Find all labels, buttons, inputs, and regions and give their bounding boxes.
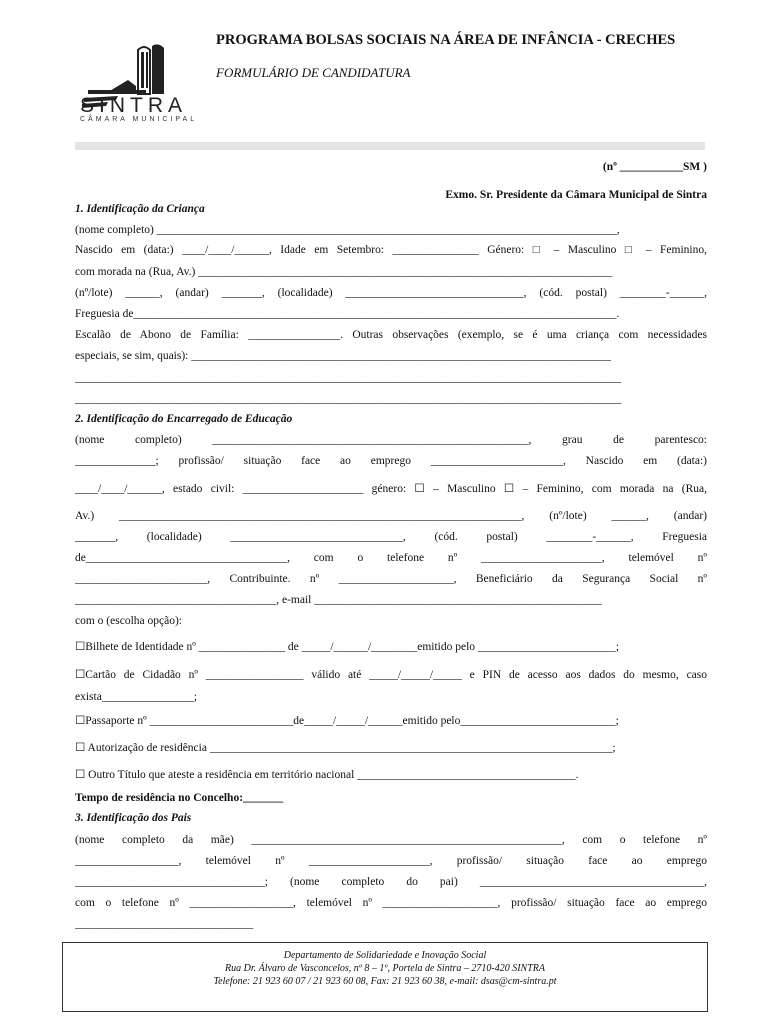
guardian-locality-line[interactable]: _______, (localidade) ______________________________, (cód. postal) ________-______, Freguesia xyxy=(75,531,707,543)
guardian-tax-line[interactable]: _______________________, Contribuinte. nº ____________________, Beneficiário da Segurança Social nº xyxy=(75,573,707,585)
logo-subtitle: CÂMARA MUNICIPAL xyxy=(80,116,198,123)
footer-address: Rua Dr. Álvaro de Vasconcelos, nº 8 – 1º, Portela de Sintra – 2710-420 SINTRA xyxy=(225,963,545,974)
passport-option[interactable]: ☐Passaporte nº _________________________de_____/_____/______emitido pelo___________________________; xyxy=(75,715,619,727)
father-profession-line[interactable]: _______________________________ xyxy=(75,918,254,930)
section-2-heading: 2. Identificação do Encarregado de Educação xyxy=(75,413,293,425)
footer-department: Departamento de Solidariedade e Inovação Social xyxy=(283,950,487,961)
father-name-line[interactable]: _________________________________; (nome completo do pai) _______________________________________, xyxy=(75,876,707,888)
guardian-phone-line[interactable]: de___________________________________, com o telefone nº _____________________, telemóvel nº xyxy=(75,552,707,564)
residence-time-line[interactable]: Tempo de residência no Concelho:_______ xyxy=(75,792,284,804)
child-notes-line[interactable]: _______________________________________________________________________________________________ xyxy=(75,372,622,384)
addressee: Exmo. Sr. Presidente da Câmara Municipal de Sintra xyxy=(445,189,707,201)
mother-name-line[interactable]: (nome completo da mãe) ______________________________________________________, com o telefone nº xyxy=(75,834,707,846)
citizen-card-option[interactable]: ☐Cartão de Cidadão nº _________________ válido até _____/_____/_____ e PIN de acesso aos dados do mesmo, caso xyxy=(75,669,707,681)
logo-word: SINTRA xyxy=(80,94,188,117)
guardian-name-line[interactable]: (nome completo) _______________________________________________________, grau de parentesco: xyxy=(75,434,707,446)
child-lot-line[interactable]: (nº/lote) ______, (andar) _______, (localidade) _______________________________, (cód. postal) ________-______, xyxy=(75,287,707,299)
child-benefit-line[interactable]: Escalão de Abono de Família: ________________. Outras observações (exemplo, se é uma criança com necessidades xyxy=(75,329,707,341)
document-choice-label: com o (escolha opção): xyxy=(75,615,182,627)
id-card-option[interactable]: ☐Bilhete de Identidade nº _______________ de _____/______/________emitido pelo ________________________; xyxy=(75,641,620,653)
child-parish-line[interactable]: Freguesia de____________________________________________________________________________________. xyxy=(75,308,620,320)
guardian-email-line[interactable]: ___________________________________, e-mail __________________________________________________ xyxy=(75,594,602,606)
child-notes-line[interactable]: _______________________________________________________________________________________________ xyxy=(75,393,622,405)
footer-box xyxy=(62,942,708,1012)
mother-mobile-line[interactable]: __________________, telemóvel nº _____________________, profissão/ situação face ao emprego xyxy=(75,855,707,867)
document-title: PROGRAMA BOLSAS SOCIAIS NA ÁREA DE INFÂNCIA - CRECHES xyxy=(216,32,676,48)
section-1-heading: 1. Identificação da Criança xyxy=(75,203,205,215)
father-phone-line[interactable]: com o telefone nº __________________, telemóvel nº ____________________, profissão/ situação face ao emprego xyxy=(75,897,707,909)
other-title-option[interactable]: ☐ Outro Título que ateste a residência em território nacional ______________________________________. xyxy=(75,769,579,781)
header-divider xyxy=(75,142,705,150)
child-special-needs-line[interactable]: especiais, se sim, quais): _________________________________________________________________________ xyxy=(75,350,612,362)
document-subtitle: FORMULÁRIO DE CANDIDATURA xyxy=(216,65,411,80)
child-birth-line[interactable]: Nascido em (data:) ____/____/______, Idade em Setembro: _______________ Género: □ – Masculino □ – Feminino, xyxy=(75,244,707,256)
residence-permit-option[interactable]: ☐ Autorização de residência ______________________________________________________________________; xyxy=(75,742,616,754)
footer-contacts: Telefone: 21 923 60 07 / 21 923 60 08, Fax: 21 923 60 38, e-mail: dsas@cm-sintra.pt xyxy=(213,976,557,987)
section-3-heading: 3. Identificação dos Pais xyxy=(75,812,192,824)
guardian-profession-line[interactable]: ______________; profissão/ situação face ao emprego _______________________, Nascido em (data:) xyxy=(75,455,707,467)
child-address-line[interactable]: com morada na (Rua, Av.) ________________________________________________________________________ xyxy=(75,266,613,278)
guardian-address-line[interactable]: Av.) ______________________________________________________________________, (nº/lote) ______, (andar) xyxy=(75,510,707,522)
child-name-line[interactable]: (nome completo) ________________________________________________________________________________, xyxy=(75,224,620,236)
citizen-card-pin-line[interactable]: exista________________; xyxy=(75,691,198,703)
reference-number: (nº ___________SM ) xyxy=(602,161,707,173)
guardian-birth-line[interactable]: ____/____/______, estado civil: _____________________ género: ☐ – Masculino ☐ – Feminino, com morada na (Rua, xyxy=(75,483,707,495)
